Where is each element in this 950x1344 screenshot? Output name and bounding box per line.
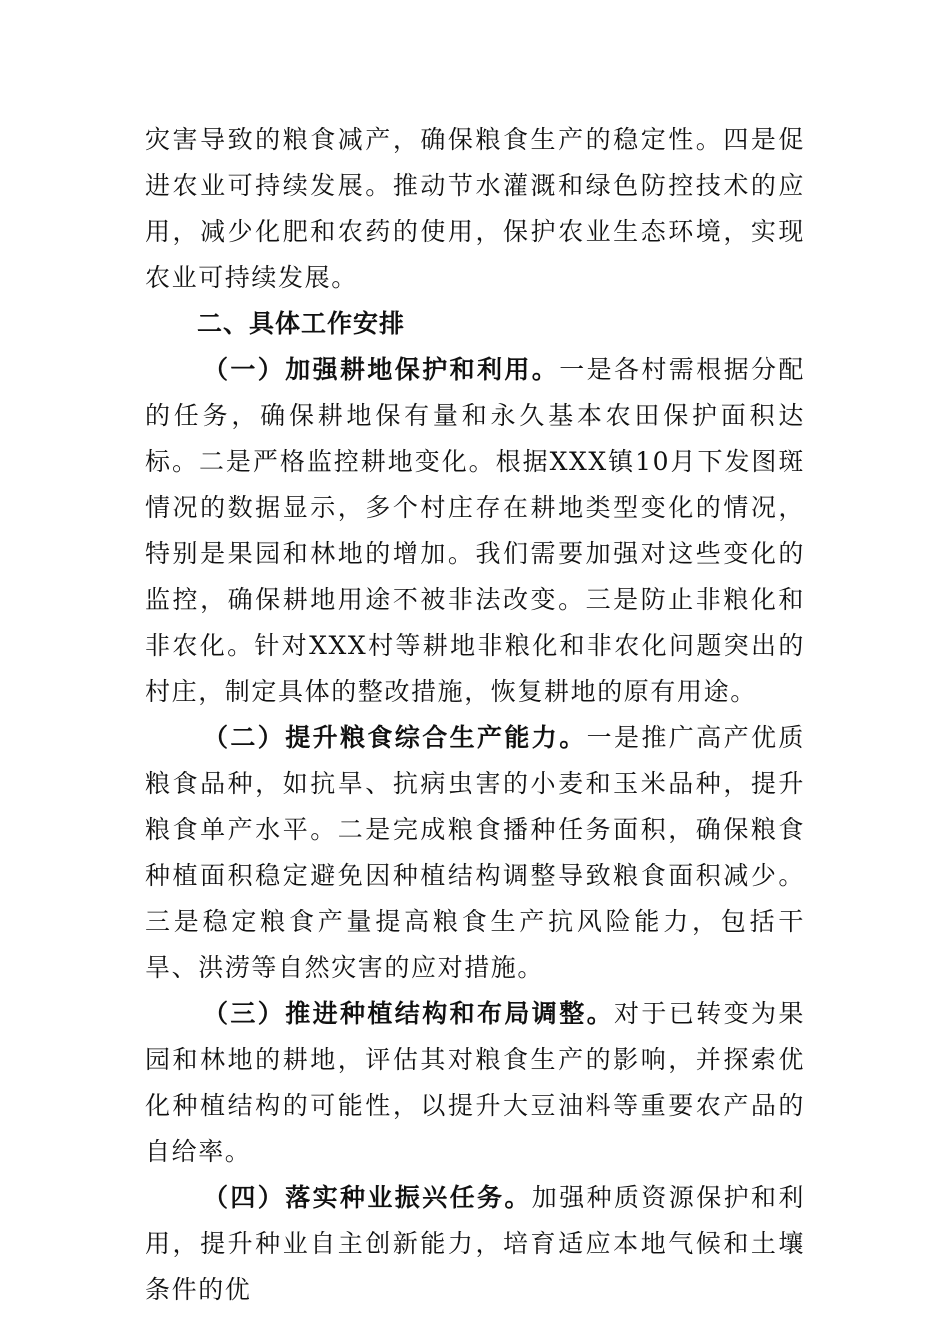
item-3-body: 对于已转变为果园和林地的耕地，评估其对粮食生产的影响，并探索优化种植结构的可能性，以提升大豆油料等重要农产品的自给率。 xyxy=(145,999,805,1166)
paragraph-item-1 xyxy=(145,347,805,715)
section-heading: 二、具体工作安排 xyxy=(197,309,406,338)
item-4-body: 加强种质资源保护和利用，提升种业自主创新能力，培育适应本地气候和土壤条件的优 xyxy=(145,1183,805,1304)
item-1-lead: （一）加强耕地保护和利用。 xyxy=(203,355,560,384)
item-4-lead: （四）落实种业振兴任务。 xyxy=(203,1183,532,1212)
paragraph-item-4 xyxy=(145,1175,805,1313)
item-1-body: 一是各村需根据分配的任务，确保耕地保有量和永久基本农田保护面积达标。二是严格监控耕地变化。根据XXX镇10月下发图斑情况的数据显示，多个村庄存在耕地类型变化的情况，特别是果园和林地的增加。我们需要加强对这些变化的监控，确保耕地用途不被非法改变。三是防止非粮化和非农化。针对XXX村等耕地非粮化和非农化问题突出的村庄，制定具体的整改措施，恢复耕地的原有用途。 xyxy=(145,355,805,706)
document-body xyxy=(145,117,805,1313)
paragraph-item-2 xyxy=(145,715,805,991)
item-2-body: 一是推广高产优质粮食品种，如抗旱、抗病虫害的小麦和玉米品种，提升粮食单产水平。二是完成粮食播种任务面积，确保粮食种植面积稳定避免因种植结构调整导致粮食面积减少。三是稳定粮食产量提高粮食生产抗风险能力，包括干旱、洪涝等自然灾害的应对措施。 xyxy=(145,723,805,982)
paragraph-item-3 xyxy=(145,991,805,1175)
paragraph-continuation: 灾害导致的粮食减产，确保粮食生产的稳定性。四是促进农业可持续发展。推动节水灌溉和绿色防控技术的应用，减少化肥和农药的使用，保护农业生态环境，实现农业可持续发展。 xyxy=(145,125,805,292)
item-2-lead: （二）提升粮食综合生产能力。 xyxy=(203,723,587,752)
item-3-lead: （三）推进种植结构和布局调整。 xyxy=(203,999,614,1028)
